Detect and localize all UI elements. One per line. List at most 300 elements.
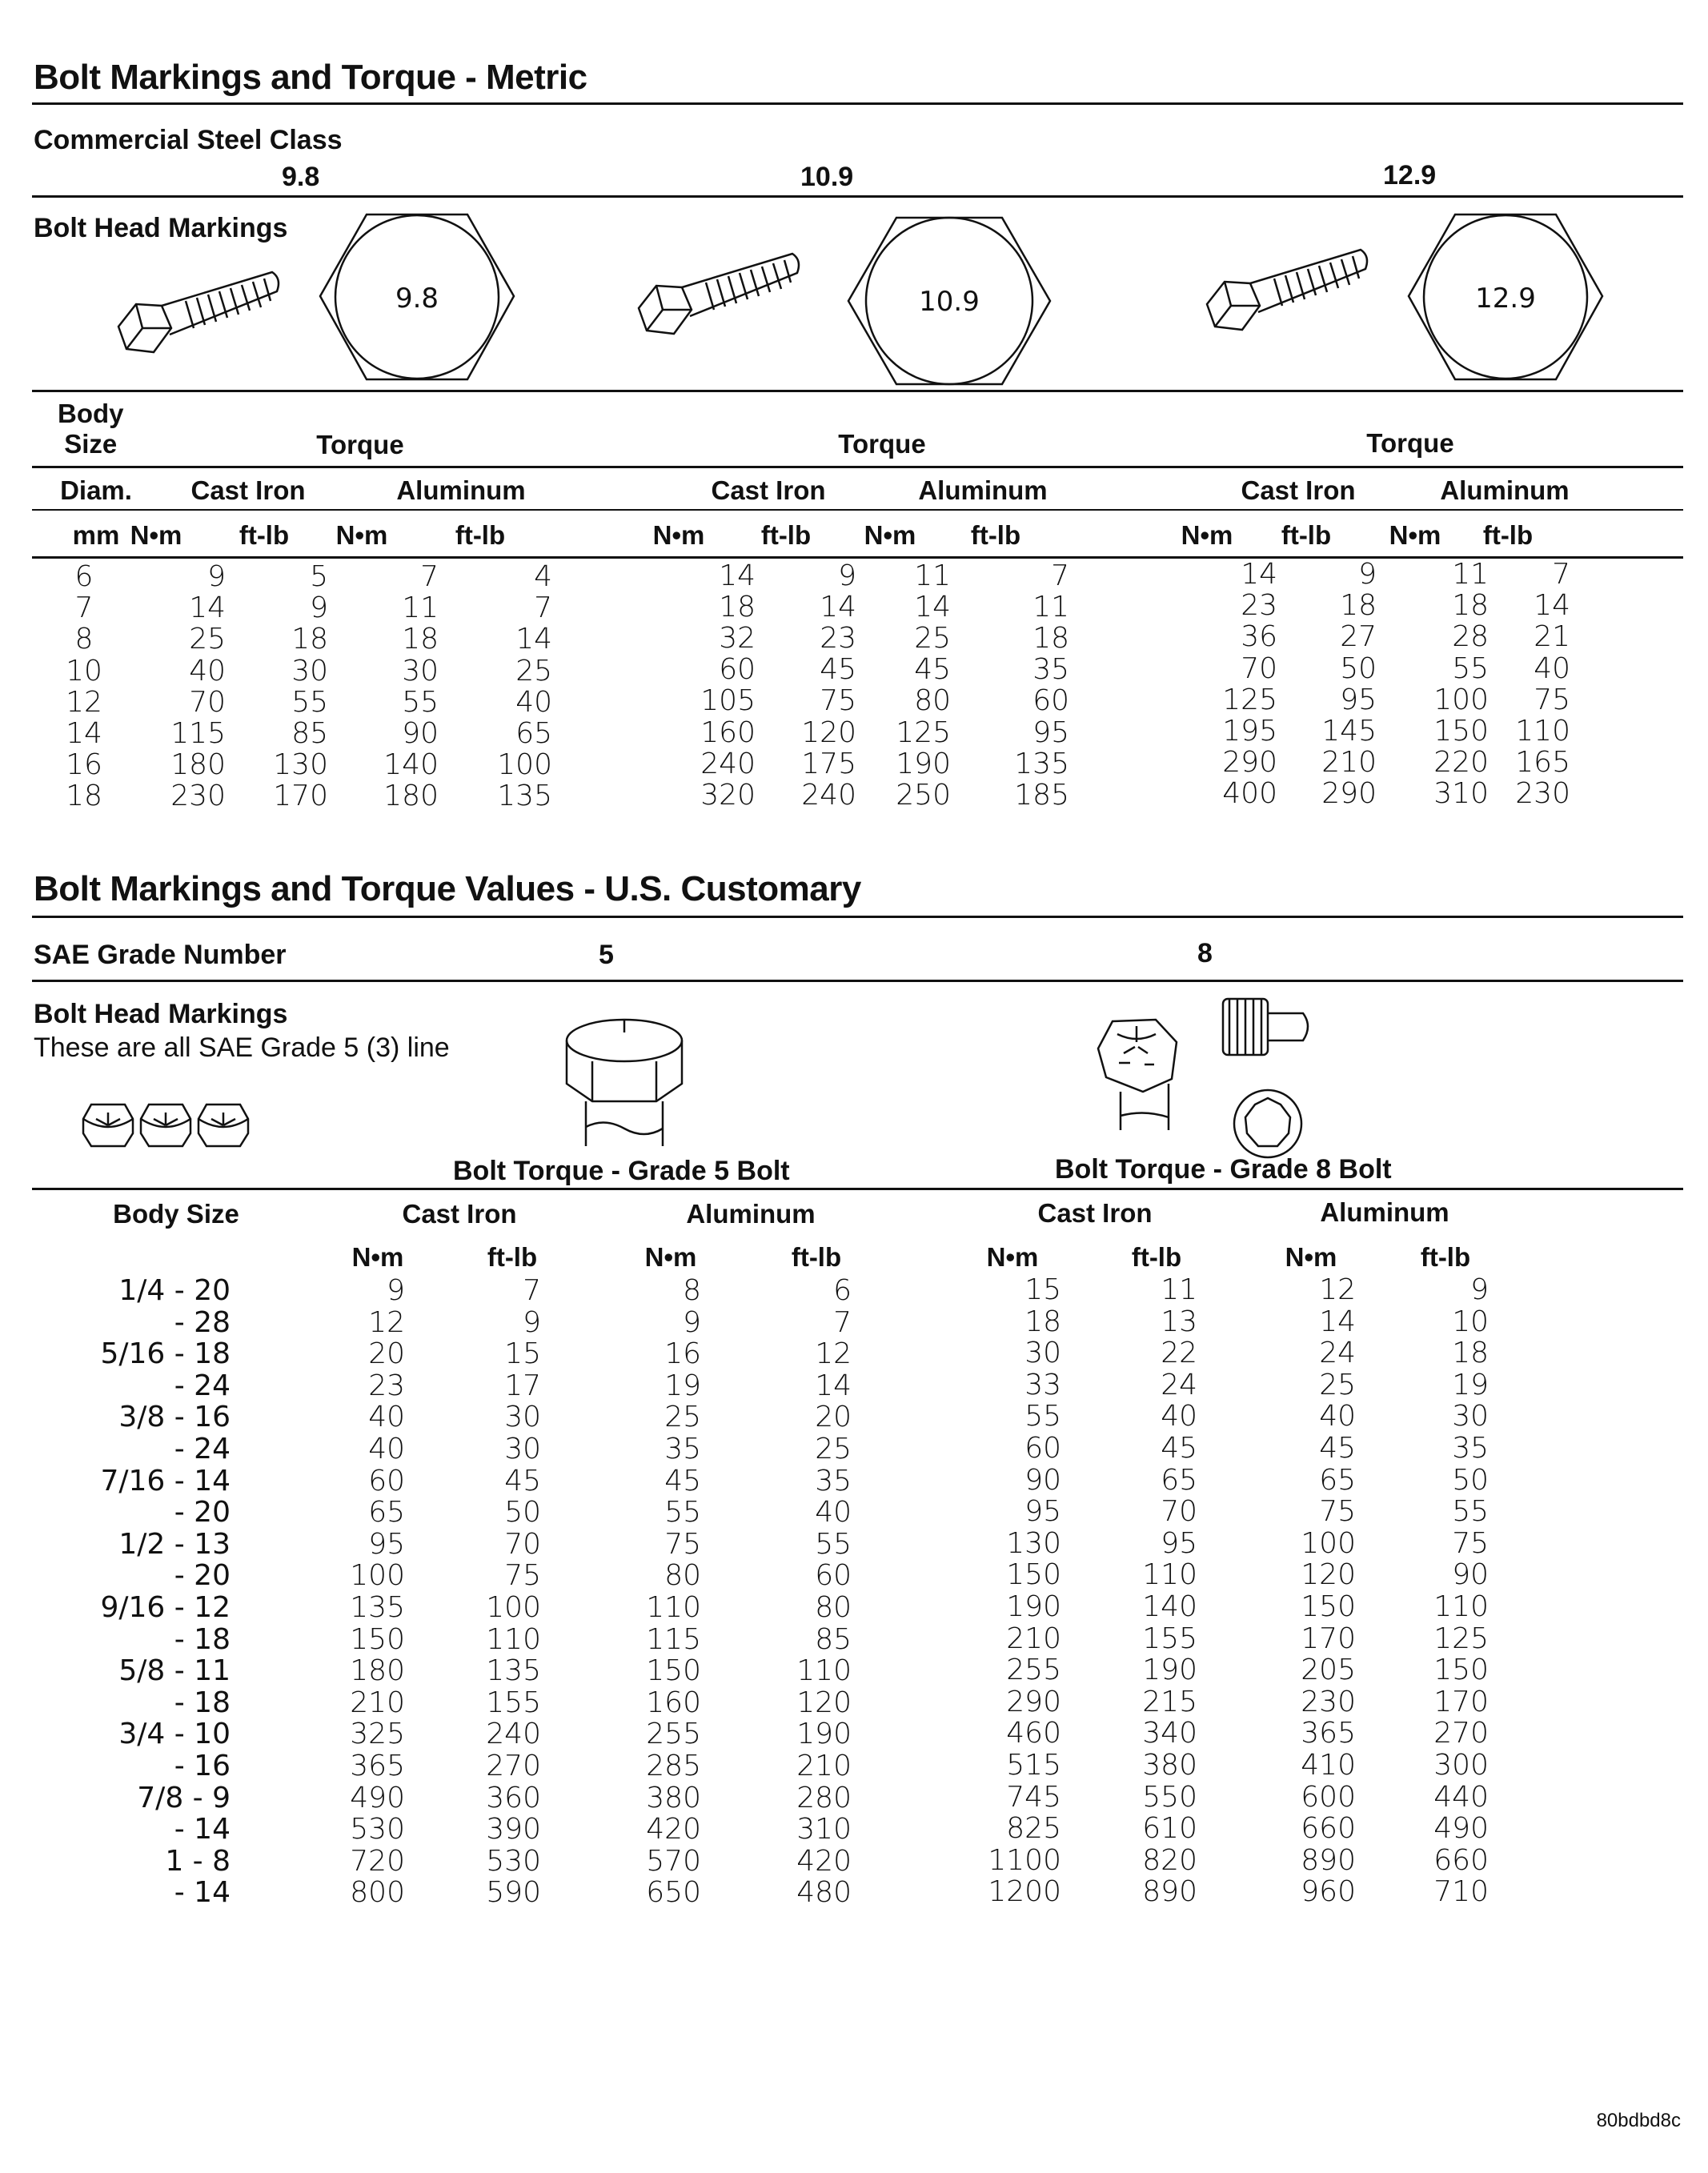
grade-8-torque-cell: 490 (1433, 1812, 1489, 1846)
grade-8-torque-cell: 230 (1301, 1685, 1356, 1718)
grade-5-torque-cell: 55 (815, 1527, 852, 1561)
grade-8-torque-cell: 75 (1319, 1495, 1356, 1529)
torque-value-cell: 9 (207, 560, 226, 593)
commercial-steel-class-label: Commercial Steel Class (34, 125, 343, 155)
us-bolt-head-markings-label: Bolt Head Markings (34, 999, 288, 1029)
torque-value-cell: 140 (383, 748, 439, 782)
torque-value-cell: 18 (719, 590, 756, 623)
body-size-cell: - 18 (174, 1622, 231, 1656)
grade-8-torque-cell: 255 (1006, 1654, 1061, 1687)
diameter-cell: 6 (74, 560, 94, 593)
grade-5-torque-cell: 95 (368, 1527, 405, 1561)
diameter-cell: 16 (66, 748, 102, 782)
sae-grade-number-label: SAE Grade Number (34, 940, 287, 970)
nm-unit-header: N•m (864, 520, 916, 550)
ftlb-unit-header: ft-lb (1281, 520, 1332, 550)
body-size-cell: 1/4 - 20 (118, 1274, 231, 1307)
torque-value-cell: 55 (402, 685, 439, 719)
grade-8-torque-cell: 19 (1452, 1368, 1489, 1401)
torque-value-cell: 175 (801, 747, 856, 780)
grade-5-torque-cell: 590 (486, 1876, 541, 1910)
body-size-cell: - 18 (174, 1686, 231, 1719)
torque-value-cell: 190 (896, 747, 951, 780)
torque-value-cell: 180 (170, 748, 226, 782)
head-marking-9-8: 9.8 (395, 283, 439, 315)
grade-5-torque-cell: 20 (368, 1337, 405, 1371)
torque-value-cell: 100 (497, 748, 552, 782)
torque-value-cell: 150 (1433, 715, 1489, 748)
grade-8-torque-cell: 70 (1161, 1495, 1197, 1529)
body-size-cell: 3/8 - 16 (118, 1401, 231, 1434)
grade-8-torque-cell: 11 (1161, 1273, 1197, 1306)
grade-5-torque-cell: 720 (350, 1844, 405, 1878)
torque-row-rule (32, 466, 1683, 468)
torque-value-cell: 195 (1222, 715, 1277, 748)
torque-value-cell: 14 (515, 623, 552, 656)
grade-5-torque-cell: 115 (646, 1622, 701, 1656)
class-12-9-label: 12.9 (1383, 160, 1437, 190)
torque-value-cell: 110 (1515, 715, 1570, 748)
ftlb-unit-header: ft-lb (760, 520, 812, 550)
grade-5-cast-iron-header: Cast Iron (402, 1199, 517, 1229)
body-size-cell: - 20 (174, 1496, 231, 1530)
grade-5-torque-cell: 110 (646, 1591, 701, 1624)
grade-8-torque-cell: 155 (1142, 1622, 1197, 1655)
torque-value-cell: 130 (273, 748, 328, 782)
torque-label-12-9: Torque (1366, 428, 1454, 458)
metric-body-size-label (58, 399, 124, 459)
torque-value-cell: 90 (402, 717, 439, 750)
diameter-cell: 18 (66, 780, 102, 813)
grade-5-torque-cell: 85 (815, 1622, 852, 1656)
torque-value-cell: 25 (515, 654, 552, 688)
body-size-cell: 7/16 - 14 (100, 1464, 231, 1497)
grade-5-torque-cell: 365 (350, 1750, 405, 1782)
diameter-cell: 14 (66, 717, 102, 750)
cast-iron-header: Cast Iron (190, 475, 306, 505)
diameter-cell: 7 (74, 591, 94, 625)
torque-value-cell: 7 (1051, 559, 1069, 592)
grade-5-torque-cell: 530 (350, 1813, 405, 1846)
torque-label-9-8: Torque (316, 430, 404, 459)
ftlb-unit-header: ft-lb (1420, 1242, 1471, 1272)
grade-8-torque-cell: 125 (1433, 1622, 1489, 1655)
grade-5-torque-cell: 570 (646, 1844, 701, 1878)
grade-5-torque-cell: 255 (646, 1718, 701, 1751)
grade-5-torque-cell: 14 (815, 1369, 852, 1402)
torque-value-cell: 240 (700, 747, 756, 780)
grade-8-torque-cell: 18 (1452, 1337, 1489, 1370)
torque-value-cell: 50 (1340, 651, 1377, 685)
torque-value-cell: 45 (914, 653, 951, 687)
grade-5-torque-cell: 210 (796, 1750, 852, 1782)
torque-value-cell: 9 (838, 559, 856, 592)
ftlb-unit-header: ft-lb (1131, 1242, 1182, 1272)
grade-5-torque-cell: 110 (486, 1622, 541, 1656)
torque-value-cell: 75 (1534, 683, 1570, 716)
grade-5-torque-cell: 8 (683, 1274, 701, 1307)
ftlb-unit-header: ft-lb (239, 520, 290, 550)
torque-value-cell: 18 (291, 623, 328, 656)
grade-5-torque-cell: 390 (486, 1813, 541, 1846)
torque-value-cell: 7 (534, 591, 552, 625)
material-row-rule (32, 509, 1683, 511)
bolt-side-view-icon (112, 255, 288, 375)
cast-iron-header: Cast Iron (1241, 475, 1356, 505)
grade-8-torque-cell: 45 (1161, 1432, 1197, 1465)
nm-unit-header: N•m (1285, 1242, 1337, 1272)
grade-5-torque-cell: 12 (368, 1305, 405, 1339)
grade-5-torque-cell: 285 (646, 1750, 701, 1782)
grade-8-torque-cell: 600 (1301, 1780, 1356, 1814)
grade-8-torque-cell: 890 (1301, 1843, 1356, 1877)
torque-value-cell: 11 (1032, 590, 1069, 623)
torque-value-cell: 4 (534, 560, 552, 593)
body-size-cell: 5/16 - 18 (100, 1337, 231, 1371)
grade-8-torque-cell: 660 (1433, 1843, 1489, 1877)
class-9-8-label: 9.8 (282, 162, 320, 192)
grade-5-torque-cell: 240 (486, 1718, 541, 1751)
torque-value-cell: 40 (189, 654, 226, 688)
grade-5-torque-cell: 30 (504, 1401, 541, 1434)
grade-5-torque-cell: 160 (646, 1686, 701, 1719)
ftlb-unit-header: ft-lb (1482, 520, 1534, 550)
grade-8-torque-cell: 1100 (988, 1843, 1061, 1877)
grade-8-torque-cell: 205 (1301, 1654, 1356, 1687)
grade-5-torque-cell: 530 (486, 1844, 541, 1878)
torque-value-cell: 55 (1452, 651, 1489, 685)
torque-value-cell: 9 (1358, 558, 1377, 591)
grade-8-torque-cell: 55 (1024, 1400, 1061, 1433)
ftlb-unit-header: ft-lb (791, 1242, 842, 1272)
grade-5-bolt-icon (560, 1016, 688, 1153)
torque-value-cell: 230 (170, 780, 226, 813)
grade-8-torque-cell: 45 (1319, 1432, 1356, 1465)
torque-value-cell: 60 (1032, 684, 1069, 718)
grade-5-torque-cell: 325 (350, 1718, 405, 1751)
bolt-hex-head-icon (1405, 210, 1606, 386)
cast-iron-header: Cast Iron (711, 475, 826, 505)
grade-8-torque-cell: 960 (1301, 1875, 1356, 1909)
grade-8-torque-cell: 150 (1301, 1590, 1356, 1623)
torque-value-cell: 80 (914, 684, 951, 718)
grade-8-torque-cell: 610 (1142, 1812, 1197, 1846)
grade-8-bolt-icon (1095, 989, 1335, 1165)
torque-value-cell: 105 (700, 684, 756, 718)
grade-8-torque-cell: 410 (1301, 1749, 1356, 1782)
grade-5-torque-cell: 40 (368, 1401, 405, 1434)
torque-value-cell: 210 (1321, 746, 1377, 780)
torque-value-cell: 145 (1321, 715, 1377, 748)
grade-5-torque-cell: 135 (350, 1591, 405, 1624)
body-size-text: Body Size (58, 399, 124, 459)
nm-unit-header: N•m (351, 1242, 404, 1272)
us-title-rule (32, 916, 1683, 918)
grade-8-torque-cell: 95 (1161, 1526, 1197, 1560)
torque-value-cell: 85 (291, 717, 328, 750)
grade-5-torque-cell: 9 (387, 1274, 405, 1307)
grade-5-torque-cell: 650 (646, 1876, 701, 1910)
grade-8-torque-cell: 365 (1301, 1717, 1356, 1750)
body-size-cell: - 24 (174, 1369, 231, 1402)
grade-8-label: 8 (1197, 938, 1213, 968)
diam-label: Diam. (60, 475, 132, 505)
torque-value-cell: 220 (1433, 746, 1489, 780)
grade-8-torque-cell: 40 (1161, 1400, 1197, 1433)
grade-5-torque-cell: 55 (664, 1496, 701, 1530)
grade-5-torque-cell: 180 (350, 1654, 405, 1688)
grade-5-torque-cell: 7 (523, 1274, 541, 1307)
grade-5-aluminum-header: Aluminum (686, 1199, 816, 1229)
grade-5-note: These are all SAE Grade 5 (3) line (34, 1032, 450, 1063)
torque-value-cell: 40 (515, 685, 552, 719)
grade-8-torque-cell: 150 (1006, 1558, 1061, 1592)
grade-8-torque-cell: 30 (1024, 1337, 1061, 1370)
torque-label-10-9: Torque (838, 429, 926, 459)
grade-5-torque-cell: 12 (815, 1337, 852, 1371)
grade-8-torque-cell: 515 (1006, 1749, 1061, 1782)
torque-value-cell: 7 (1552, 558, 1570, 591)
torque-value-cell: 135 (1014, 747, 1069, 780)
grade-8-torque-cell: 270 (1433, 1717, 1489, 1750)
grade-8-torque-cell: 130 (1006, 1526, 1061, 1560)
head-marking-10-9: 10.9 (919, 286, 980, 318)
grade-5-torque-cell: 190 (796, 1718, 852, 1751)
grade-5-label: 5 (599, 940, 614, 970)
nm-unit-header: N•m (986, 1242, 1039, 1272)
markings-bottom-rule (32, 390, 1683, 392)
torque-value-cell: 45 (820, 653, 856, 687)
torque-value-cell: 23 (1241, 589, 1277, 623)
grade-8-torque-cell: 380 (1142, 1749, 1197, 1782)
grade-5-torque-cell: 135 (486, 1654, 541, 1688)
grade-row-rule (32, 980, 1683, 982)
body-size-cell: 1 - 8 (165, 1844, 231, 1878)
grade-8-torque-cell: 660 (1301, 1812, 1356, 1846)
us-table-top-rule (32, 1188, 1683, 1190)
grade-5-torque-cell: 280 (796, 1781, 852, 1814)
bolt-head-markings-label: Bolt Head Markings (34, 213, 288, 243)
grade-8-torque-cell: 75 (1452, 1526, 1489, 1560)
torque-value-cell: 11 (402, 591, 439, 625)
mm-label: mm (72, 520, 120, 550)
grade-8-cast-iron-header: Cast Iron (1037, 1198, 1153, 1228)
grade-8-torque-cell: 710 (1433, 1875, 1489, 1909)
torque-value-cell: 35 (1032, 653, 1069, 687)
torque-value-cell: 115 (170, 717, 226, 750)
torque-value-cell: 180 (383, 780, 439, 813)
ftlb-unit-header: ft-lb (455, 520, 506, 550)
grade-8-torque-cell: 35 (1452, 1432, 1489, 1465)
ftlb-unit-header: ft-lb (970, 520, 1021, 550)
grade-8-torque-cell: 90 (1452, 1558, 1489, 1592)
torque-value-cell: 125 (896, 716, 951, 749)
torque-value-cell: 65 (515, 717, 552, 750)
torque-value-cell: 170 (273, 780, 328, 813)
grade-5-torque-title: Bolt Torque - Grade 5 Bolt (453, 1156, 790, 1186)
torque-value-cell: 400 (1222, 777, 1277, 811)
body-size-cell: 1/2 - 13 (118, 1527, 231, 1561)
grade-8-torque-cell: 15 (1024, 1273, 1061, 1306)
grade-5-torque-cell: 45 (664, 1464, 701, 1497)
grade-8-torque-cell: 65 (1319, 1463, 1356, 1497)
grade-8-torque-cell: 340 (1142, 1717, 1197, 1750)
grade-5-torque-cell: 40 (815, 1496, 852, 1530)
body-size-cell: 9/16 - 12 (100, 1591, 231, 1624)
grade-5-torque-cell: 480 (796, 1876, 852, 1910)
torque-value-cell: 290 (1321, 777, 1377, 811)
grade-5-torque-cell: 360 (486, 1781, 541, 1814)
grade-8-torque-cell: 22 (1161, 1337, 1197, 1370)
grade-5-torque-cell: 75 (504, 1559, 541, 1593)
nm-unit-header: N•m (644, 1242, 697, 1272)
grade-5-torque-cell: 40 (368, 1433, 405, 1465)
diameter-cell: 10 (66, 654, 102, 688)
grade-8-torque-cell: 820 (1142, 1843, 1197, 1877)
head-marking-12-9: 12.9 (1475, 283, 1536, 315)
grade-5-torque-cell: 60 (815, 1559, 852, 1593)
grade-5-torque-cell: 155 (486, 1686, 541, 1719)
grade-5-head-markings-icon (80, 1097, 256, 1153)
grade-5-torque-cell: 420 (646, 1813, 701, 1846)
aluminum-header: Aluminum (396, 475, 526, 505)
torque-value-cell: 95 (1340, 683, 1377, 716)
grade-5-torque-cell: 800 (350, 1876, 405, 1910)
grade-5-torque-cell: 80 (664, 1559, 701, 1593)
torque-value-cell: 160 (700, 716, 756, 749)
grade-5-torque-cell: 60 (368, 1464, 405, 1497)
grade-5-torque-cell: 80 (815, 1591, 852, 1624)
grade-5-torque-cell: 30 (504, 1433, 541, 1465)
grade-5-torque-cell: 23 (368, 1369, 405, 1402)
grade-5-torque-cell: 7 (833, 1305, 852, 1339)
grade-8-torque-cell: 110 (1142, 1558, 1197, 1592)
torque-value-cell: 28 (1452, 620, 1489, 654)
body-size-cell: - 24 (174, 1433, 231, 1465)
torque-value-cell: 25 (914, 621, 951, 655)
grade-8-torque-cell: 24 (1161, 1368, 1197, 1401)
body-size-cell: - 14 (174, 1876, 231, 1910)
grade-5-torque-cell: 70 (504, 1527, 541, 1561)
nm-unit-header: N•m (652, 520, 705, 550)
grade-8-aluminum-header: Aluminum (1320, 1197, 1449, 1227)
footer-code: 80bdbd8c (1596, 2110, 1681, 2131)
grade-8-torque-cell: 150 (1433, 1654, 1489, 1687)
torque-value-cell: 60 (719, 653, 756, 687)
bolt-side-view-icon (1201, 232, 1377, 352)
body-size-cell: - 16 (174, 1750, 231, 1782)
grade-8-torque-title: Bolt Torque - Grade 8 Bolt (1055, 1154, 1392, 1185)
torque-value-cell: 18 (402, 623, 439, 656)
grade-5-torque-cell: 210 (350, 1686, 405, 1719)
torque-value-cell: 290 (1222, 746, 1277, 780)
grade-5-torque-cell: 25 (664, 1401, 701, 1434)
grade-8-torque-cell: 10 (1452, 1305, 1489, 1338)
torque-value-cell: 70 (1241, 651, 1277, 685)
grade-5-torque-cell: 150 (350, 1622, 405, 1656)
grade-8-torque-cell: 190 (1142, 1654, 1197, 1687)
body-size-cell: 7/8 - 9 (137, 1781, 231, 1814)
grade-5-torque-cell: 6 (833, 1274, 852, 1307)
torque-value-cell: 7 (420, 560, 439, 593)
us-title: Bolt Markings and Torque Values - U.S. Customary (34, 869, 861, 908)
torque-value-cell: 125 (1222, 683, 1277, 716)
grade-8-torque-cell: 825 (1006, 1812, 1061, 1846)
torque-value-cell: 165 (1515, 746, 1570, 780)
grade-8-torque-cell: 60 (1024, 1432, 1061, 1465)
grade-8-torque-cell: 300 (1433, 1749, 1489, 1782)
body-size-cell: - 28 (174, 1305, 231, 1339)
torque-value-cell: 320 (700, 778, 756, 812)
torque-value-cell: 230 (1515, 777, 1570, 811)
torque-value-cell: 310 (1433, 777, 1489, 811)
grade-8-torque-cell: 110 (1433, 1590, 1489, 1623)
torque-value-cell: 14 (1241, 558, 1277, 591)
grade-8-torque-cell: 140 (1142, 1590, 1197, 1623)
aluminum-header: Aluminum (918, 475, 1048, 505)
grade-8-torque-cell: 190 (1006, 1590, 1061, 1623)
metric-title-rule (32, 102, 1683, 105)
body-size-cell: 3/4 - 10 (118, 1718, 231, 1751)
torque-value-cell: 21 (1534, 620, 1570, 654)
grade-8-torque-cell: 14 (1319, 1305, 1356, 1338)
torque-value-cell: 18 (1452, 589, 1489, 623)
torque-value-cell: 55 (291, 685, 328, 719)
grade-8-torque-cell: 30 (1452, 1400, 1489, 1433)
metric-title: Bolt Markings and Torque - Metric (34, 58, 587, 97)
torque-value-cell: 135 (497, 780, 552, 813)
grade-5-torque-cell: 110 (796, 1654, 852, 1688)
torque-value-cell: 75 (820, 684, 856, 718)
aluminum-header: Aluminum (1440, 475, 1570, 505)
grade-8-torque-cell: 210 (1006, 1622, 1061, 1655)
nm-unit-header: N•m (335, 520, 388, 550)
grade-5-torque-cell: 16 (664, 1337, 701, 1371)
torque-value-cell: 9 (310, 591, 328, 625)
nm-unit-header: N•m (130, 520, 182, 550)
torque-value-cell: 14 (914, 590, 951, 623)
grade-5-torque-cell: 120 (796, 1686, 852, 1719)
grade-5-torque-cell: 65 (368, 1496, 405, 1530)
ftlb-unit-header: ft-lb (487, 1242, 538, 1272)
grade-8-torque-cell: 120 (1301, 1558, 1356, 1592)
torque-value-cell: 14 (189, 591, 226, 625)
torque-value-cell: 100 (1433, 683, 1489, 716)
grade-8-torque-cell: 460 (1006, 1717, 1061, 1750)
grade-8-torque-cell: 1200 (988, 1875, 1061, 1909)
grade-5-torque-cell: 490 (350, 1781, 405, 1814)
grade-8-torque-cell: 550 (1142, 1780, 1197, 1814)
torque-value-cell: 18 (1032, 621, 1069, 655)
diameter-cell: 8 (74, 623, 94, 656)
class-10-9-label: 10.9 (800, 162, 854, 192)
grade-8-torque-cell: 18 (1024, 1305, 1061, 1338)
torque-value-cell: 40 (1534, 651, 1570, 685)
grade-8-torque-cell: 890 (1142, 1875, 1197, 1909)
torque-value-cell: 32 (719, 621, 756, 655)
grade-8-torque-cell: 290 (1006, 1685, 1061, 1718)
torque-value-cell: 120 (801, 716, 856, 749)
torque-value-cell: 14 (719, 559, 756, 592)
grade-5-torque-cell: 20 (815, 1401, 852, 1434)
torque-value-cell: 250 (896, 778, 951, 812)
torque-value-cell: 240 (801, 778, 856, 812)
torque-value-cell: 95 (1032, 716, 1069, 749)
grade-5-torque-cell: 35 (664, 1433, 701, 1465)
grade-5-torque-cell: 50 (504, 1496, 541, 1530)
grade-8-torque-cell: 65 (1161, 1463, 1197, 1497)
grade-8-torque-cell: 13 (1161, 1305, 1197, 1338)
